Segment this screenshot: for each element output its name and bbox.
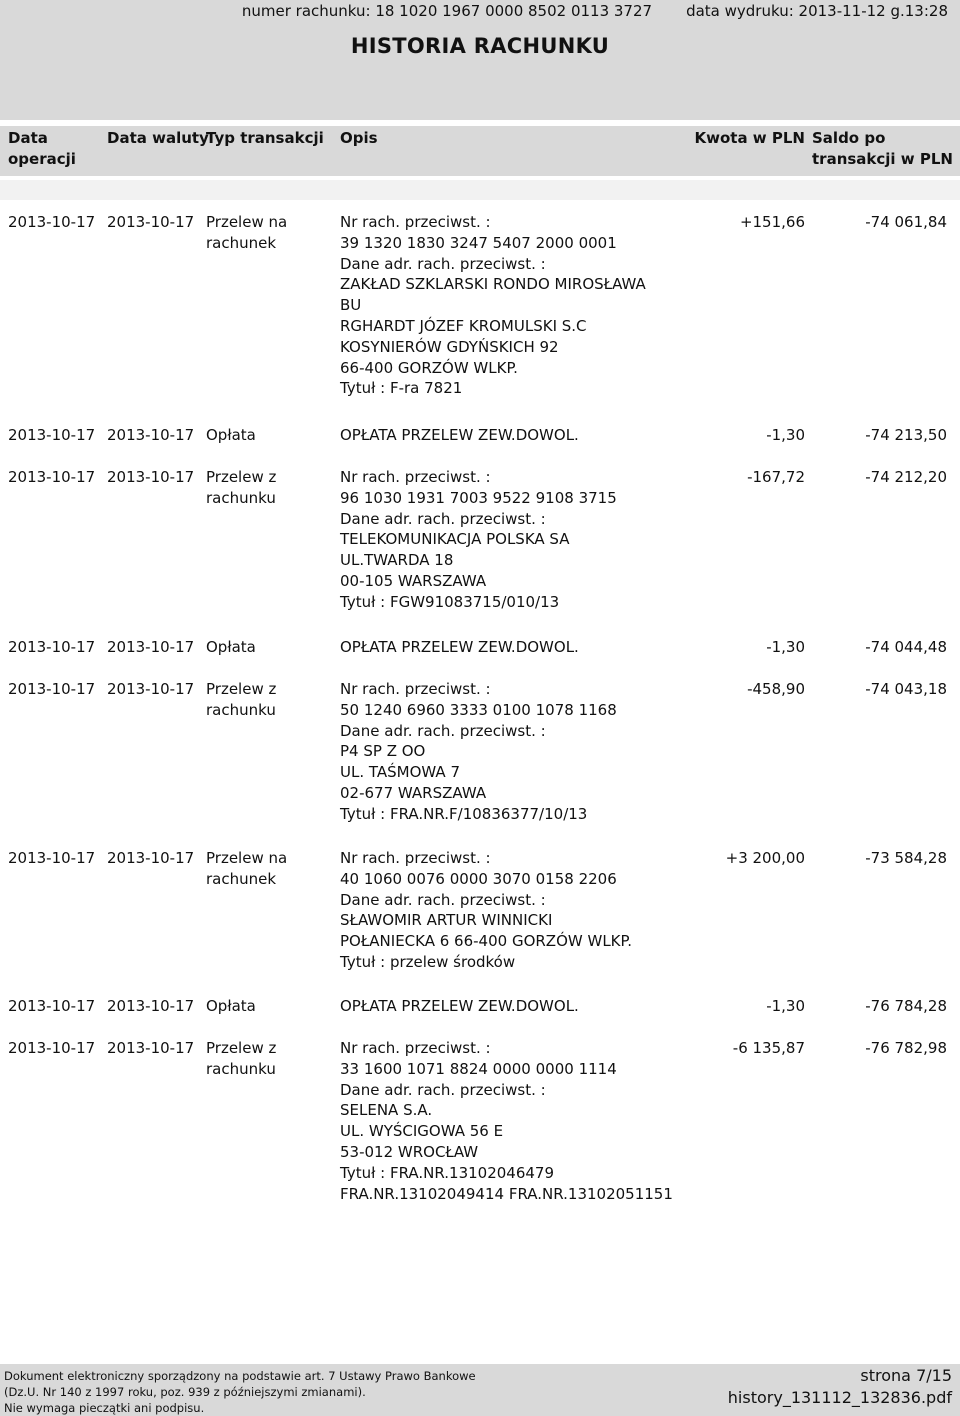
table-row xyxy=(0,848,960,994)
legal-notice xyxy=(4,1368,476,1416)
transaction-type-line: Przelew z xyxy=(206,680,277,698)
description-line: Tytuł : FGW91083715/010/13 xyxy=(340,592,560,611)
transaction-type-line: rachunku xyxy=(206,700,276,719)
description-line: Nr rach. przeciwst. : xyxy=(340,213,491,231)
col-op-date xyxy=(8,128,76,170)
value-date: 2013-10-17 xyxy=(107,997,195,1015)
transaction-amount: -458,90 xyxy=(747,680,805,698)
col-balance-line: Saldo po xyxy=(812,129,886,147)
transaction-description xyxy=(340,679,710,825)
description-line: OPŁATA PRZELEW ZEW.DOWOL. xyxy=(340,997,579,1015)
legal-line: (Dz.U. Nr 140 z 1997 roku, poz. 939 z późniejszymi zmianami). xyxy=(4,1385,366,1399)
description-line: ZAKŁAD SZKLARSKI RONDO MIROSŁAWA xyxy=(340,275,646,294)
operation-date: 2013-10-17 xyxy=(8,468,96,486)
description-line: Dane adr. rach. przeciwst. : xyxy=(340,721,546,740)
description-line: BU xyxy=(340,296,362,315)
balance-after: -73 584,28 xyxy=(865,849,947,867)
transaction-description xyxy=(340,848,710,973)
table-row xyxy=(0,996,960,1036)
page-number: strona 7/15 xyxy=(860,1366,952,1385)
col-value-date: Data waluty xyxy=(107,129,209,147)
description-line: FRA.NR.13102049414 FRA.NR.13102051151 xyxy=(340,1184,673,1203)
transaction-type-line: rachunek xyxy=(206,869,277,888)
header-separator xyxy=(0,180,960,200)
transaction-description xyxy=(340,637,710,658)
operation-date: 2013-10-17 xyxy=(8,213,96,231)
description-line: P4 SP Z OO xyxy=(340,742,426,761)
description-line: 33 1600 1071 8824 0000 0000 1114 xyxy=(340,1059,617,1078)
transaction-type xyxy=(206,637,306,658)
transaction-type xyxy=(206,996,306,1017)
description-line: UL. TAŚMOWA 7 xyxy=(340,763,460,782)
description-line: Dane adr. rach. przeciwst. : xyxy=(340,890,546,909)
description-line: Nr rach. przeciwst. : xyxy=(340,849,491,867)
header-info xyxy=(242,2,948,20)
col-type: Typ transakcji xyxy=(206,129,324,147)
transaction-type xyxy=(206,1038,306,1080)
description-line: KOSYNIERÓW GDYŃSKICH 92 xyxy=(340,337,559,356)
file-name: history_131112_132836.pdf xyxy=(727,1388,952,1407)
value-date: 2013-10-17 xyxy=(107,680,195,698)
balance-after: -74 043,18 xyxy=(865,680,947,698)
description-line: RGHARDT JÓZEF KROMULSKI S.C xyxy=(340,316,587,335)
value-date: 2013-10-17 xyxy=(107,468,195,486)
balance-after: -76 784,28 xyxy=(865,997,947,1015)
description-line: 39 1320 1830 3247 5407 2000 0001 xyxy=(340,233,617,252)
balance-after: -74 212,20 xyxy=(865,468,947,486)
transaction-amount: -6 135,87 xyxy=(732,1039,805,1057)
transaction-type xyxy=(206,425,306,446)
column-headers xyxy=(0,126,960,176)
operation-date: 2013-10-17 xyxy=(8,1039,96,1057)
description-line: 40 1060 0076 0000 3070 0158 2206 xyxy=(340,869,617,888)
page-info xyxy=(728,1365,952,1409)
col-op-date-line: Data xyxy=(8,129,48,147)
transaction-type-line: Przelew z xyxy=(206,1039,277,1057)
col-op-date-line: operacji xyxy=(8,150,76,168)
operation-date: 2013-10-17 xyxy=(8,426,96,444)
transaction-amount: -1,30 xyxy=(766,638,805,656)
transaction-type-line: Opłata xyxy=(206,997,256,1015)
description-line: Tytuł : przelew środków xyxy=(340,952,516,971)
transaction-amount: +151,66 xyxy=(739,213,805,231)
description-line: TELEKOMUNIKACJA POLSKA SA xyxy=(340,530,570,549)
transaction-type xyxy=(206,679,306,721)
document-header xyxy=(0,0,960,120)
table-row xyxy=(0,425,960,465)
page-title: HISTORIA RACHUNKU xyxy=(350,34,610,58)
transaction-type-line: Przelew na xyxy=(206,849,288,867)
balance-after: -74 044,48 xyxy=(865,638,947,656)
description-line: 53-012 WROCŁAW xyxy=(340,1142,479,1161)
col-amount: Kwota w PLN xyxy=(694,129,805,147)
description-line: 50 1240 6960 3333 0100 1078 1168 xyxy=(340,700,617,719)
value-date: 2013-10-17 xyxy=(107,426,195,444)
col-description: Opis xyxy=(340,129,378,147)
balance-after: -74 213,50 xyxy=(865,426,947,444)
transaction-description xyxy=(340,212,710,399)
description-line: Nr rach. przeciwst. : xyxy=(340,1039,491,1057)
transaction-type-line: Opłata xyxy=(206,426,256,444)
description-line: SELENA S.A. xyxy=(340,1101,433,1120)
table-row xyxy=(0,212,960,420)
value-date: 2013-10-17 xyxy=(107,1039,195,1057)
table-row xyxy=(0,1038,960,1208)
description-line: OPŁATA PRZELEW ZEW.DOWOL. xyxy=(340,638,579,656)
description-line: UL. WYŚCIGOWA 56 E xyxy=(340,1122,504,1141)
operation-date: 2013-10-17 xyxy=(8,849,96,867)
transaction-type xyxy=(206,848,306,890)
description-line: SŁAWOMIR ARTUR WINNICKI xyxy=(340,911,553,930)
description-line: Tytuł : F-ra 7821 xyxy=(340,379,463,398)
description-line: Nr rach. przeciwst. : xyxy=(340,468,491,486)
transaction-type-line: rachunku xyxy=(206,488,276,507)
transaction-type-line: Przelew z xyxy=(206,468,277,486)
balance-after: -76 782,98 xyxy=(865,1039,947,1057)
description-line: UL.TWARDA 18 xyxy=(340,551,454,570)
account-number: numer rachunku: 18 1020 1967 0000 8502 0113 3727 xyxy=(241,2,653,20)
operation-date: 2013-10-17 xyxy=(8,680,96,698)
balance-after: -74 061,84 xyxy=(865,213,947,231)
description-line: 96 1030 1931 7003 9522 9108 3715 xyxy=(340,488,617,507)
description-line: Dane adr. rach. przeciwst. : xyxy=(340,254,546,273)
col-balance-line: transakcji w PLN xyxy=(812,150,953,168)
description-line: Dane adr. rach. przeciwst. : xyxy=(340,509,546,528)
transaction-amount: -1,30 xyxy=(766,997,805,1015)
operation-date: 2013-10-17 xyxy=(8,638,96,656)
description-line: POŁANIECKA 6 66-400 GORZÓW WLKP. xyxy=(340,932,632,951)
description-line: Nr rach. przeciwst. : xyxy=(340,680,491,698)
table-row xyxy=(0,467,960,635)
legal-line: Dokument elektroniczny sporządzony na podstawie art. 7 Ustawy Prawo Bankowe xyxy=(4,1369,476,1383)
print-date: data wydruku: 2013-11-12 g.13:28 xyxy=(686,2,948,20)
value-date: 2013-10-17 xyxy=(107,638,195,656)
table-row xyxy=(0,679,960,846)
description-line: 00-105 WARSZAWA xyxy=(340,571,487,590)
value-date: 2013-10-17 xyxy=(107,849,195,867)
transaction-type-line: rachunek xyxy=(206,233,277,252)
operation-date: 2013-10-17 xyxy=(8,997,96,1015)
transaction-amount: +3 200,00 xyxy=(725,849,805,867)
description-line: Dane adr. rach. przeciwst. : xyxy=(340,1080,546,1099)
value-date: 2013-10-17 xyxy=(107,213,195,231)
transaction-description xyxy=(340,425,710,446)
table-row xyxy=(0,637,960,677)
transaction-type xyxy=(206,467,306,509)
transaction-amount: -167,72 xyxy=(747,468,805,486)
transaction-amount: -1,30 xyxy=(766,426,805,444)
transaction-description xyxy=(340,1038,710,1204)
description-line: 66-400 GORZÓW WLKP. xyxy=(340,358,518,377)
transaction-type xyxy=(206,212,306,254)
document-footer xyxy=(0,1364,960,1416)
transaction-type-line: Opłata xyxy=(206,638,256,656)
transaction-type-line: Przelew na xyxy=(206,213,288,231)
description-line: OPŁATA PRZELEW ZEW.DOWOL. xyxy=(340,426,579,444)
description-line: 02-677 WARSZAWA xyxy=(340,783,487,802)
transaction-description xyxy=(340,467,710,613)
transaction-type-line: rachunku xyxy=(206,1059,276,1078)
description-line: Tytuł : FRA.NR.13102046479 xyxy=(340,1163,555,1182)
description-line: Tytuł : FRA.NR.F/10836377/10/13 xyxy=(340,804,588,823)
legal-line: Nie wymaga pieczątki ani podpisu. xyxy=(4,1401,205,1415)
transaction-description xyxy=(340,996,710,1017)
col-balance xyxy=(812,128,953,170)
